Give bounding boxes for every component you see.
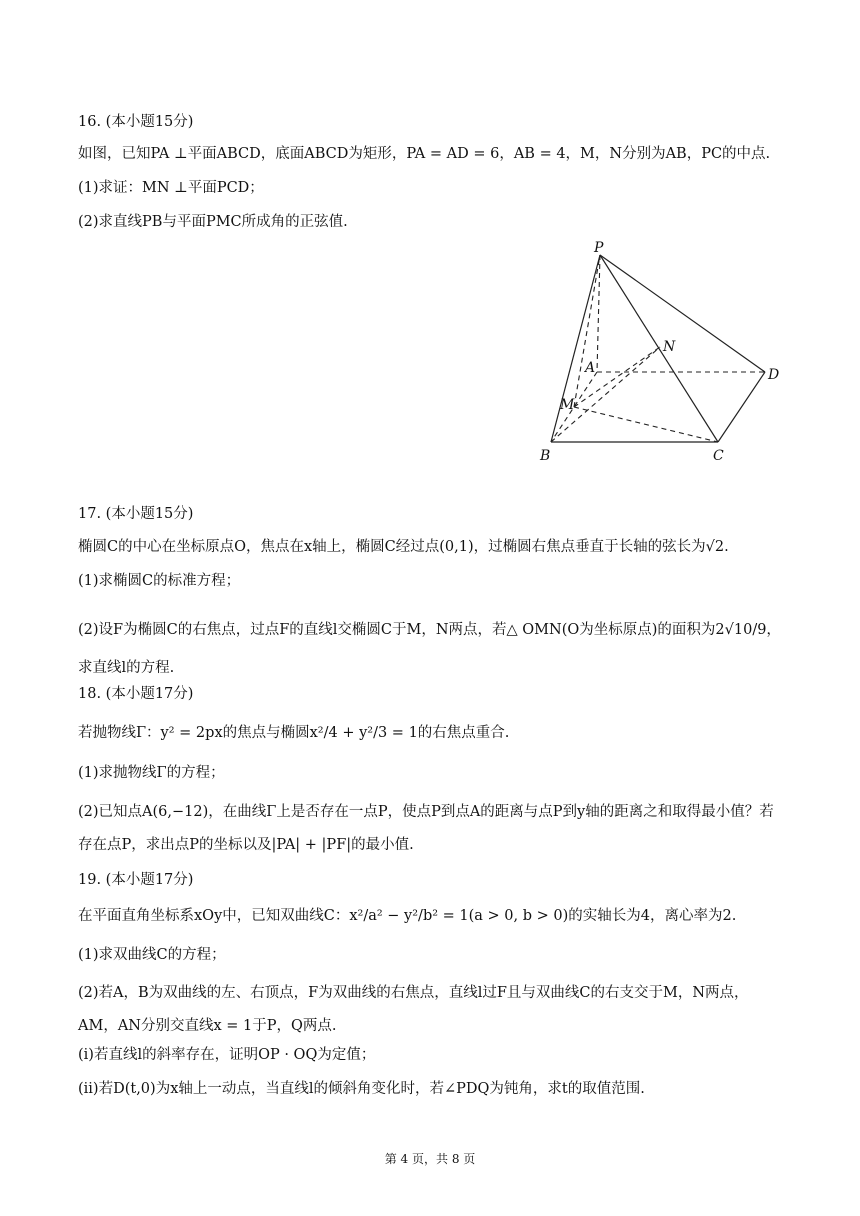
q17-stem: 椭圆C的中心在坐标原点O，焦点在x轴上，椭圆C经过点(0,1)，过椭圆右焦点垂直于长轴的弦长为√2. [78, 539, 729, 555]
q17-part1: (1)求椭圆C的标准方程； [78, 573, 241, 589]
q18-part2: (2)已知点A(6,−12)，在曲线Γ上是否存在一点P，使点P到点A的距离与点P到y轴的距离之和取得最小值？若存在点P，求出点P的坐标以及|PA| + |PF|的最小值. [78, 804, 774, 853]
q19-part1: (1)求双曲线C的方程； [78, 947, 226, 963]
q19-part2i: (i)若直线l的斜率存在，证明OP · OQ为定值； [78, 1047, 376, 1063]
label-N: N [663, 339, 676, 355]
label-D: D [768, 367, 780, 383]
q16-stem: 如图，已知PA ⊥平面ABCD，底面ABCD为矩形，PA = AD = 6，AB = 4，M，N分别为AB，PC的中点. [78, 146, 771, 162]
label-M: M [560, 397, 575, 413]
label-C: C [713, 448, 724, 464]
label-P: P [594, 240, 604, 256]
q19-part2: (2)若A，B为双曲线的左、右顶点，F为双曲线的右焦点，直线l过F且与双曲线C的右支交于M，N两点，AM，AN分别交直线x = 1于P，Q两点. [78, 985, 749, 1034]
q17-part2: (2)设F为椭圆C的右焦点，过点F的直线l交椭圆C于M，N两点，若△ OMN(O为坐标原点)的面积为2√10/9，求直线l的方程. [78, 622, 781, 676]
label-A: A [585, 360, 596, 376]
q17-header: 17. (本小题15分) [78, 506, 194, 522]
q16-header: 16. (本小题15分) [78, 114, 194, 130]
q18-header: 18. (本小题17分) [78, 686, 194, 702]
q16-part1: (1)求证：MN ⊥平面PCD； [78, 180, 264, 196]
q18-part1: (1)求抛物线Γ的方程； [78, 765, 225, 781]
q18-stem: 若抛物线Γ：y² = 2px的焦点与椭圆x²/4 + y²/3 = 1的右焦点重合. [78, 725, 510, 741]
q19-part2ii: (ii)若D(t,0)为x轴上一动点，当直线l的倾斜角变化时，若∠PDQ为钝角，求t的取值范围. [78, 1081, 645, 1097]
label-B: B [540, 448, 551, 464]
q19-header: 19. (本小题17分) [78, 872, 194, 888]
pyramid-figure [530, 238, 790, 468]
page-footer: 第 4 页，共 8 页 [384, 1152, 476, 1166]
q19-stem: 在平面直角坐标系xOy中，已知双曲线C：x²/a² − y²/b² = 1(a > 0, b > 0)的实轴长为4，离心率为2. [78, 908, 737, 924]
q16-part2: (2)求直线PB与平面PMC所成角的正弦值. [78, 214, 348, 230]
